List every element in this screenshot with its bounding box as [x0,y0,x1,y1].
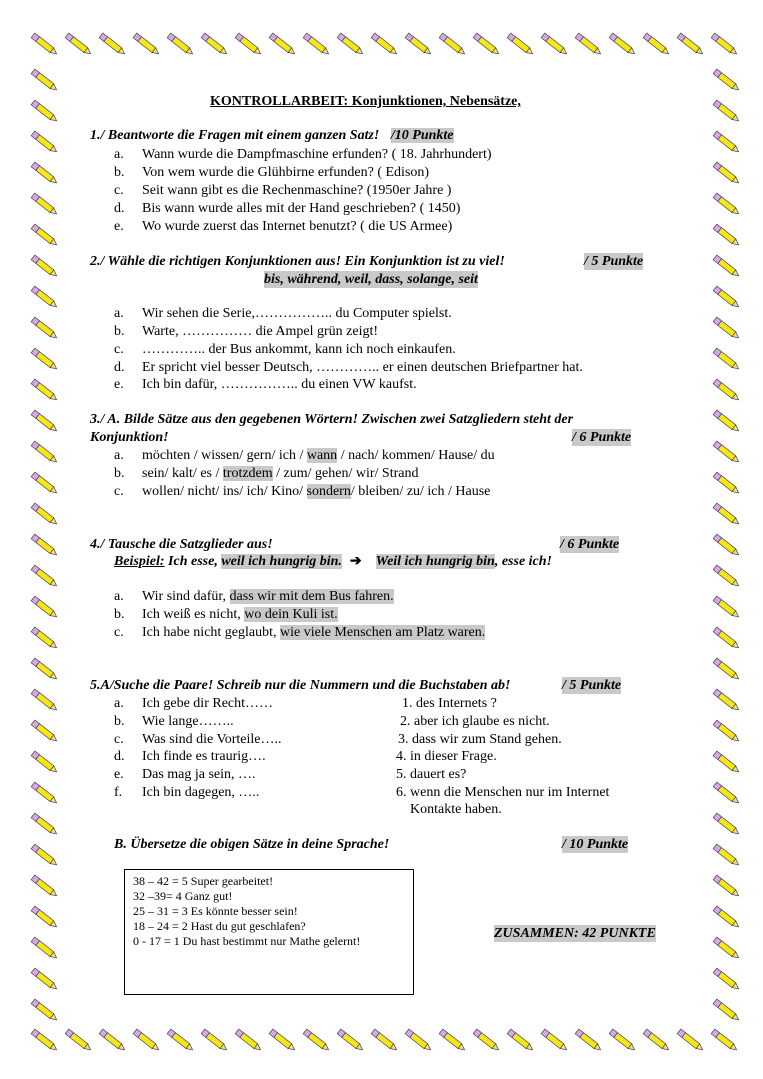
list-item: Was sind die Vorteile….. [142,732,282,747]
list-item: Ich gebe dir Recht…… [142,696,274,711]
pencil-icon [713,472,740,495]
list-item [142,606,338,623]
pencil-icon [713,627,740,650]
list-item: Das mag ja sein, …. [142,767,256,782]
highlighted-clause: wo dein Kuli ist. [244,607,338,622]
grading-scale-row: 18 – 24 = 2 Hast du gut geschlafen? [133,919,306,933]
pencil-icon [269,1029,296,1052]
pencil-icon [31,317,58,340]
pencil-icon [31,100,58,123]
pencil-icon [371,33,398,56]
pencil-icon [713,131,740,154]
highlighted-conjunction: sondern [306,484,351,499]
total-points: ZUSAMMEN: 42 PUNKTE [494,926,656,941]
pencil-icon [31,534,58,557]
list-item: Ich bin dagegen, ….. [142,785,260,800]
list-item: Von wem wurde die Glühbirne erfunden? ( Edison) [142,165,430,180]
section3-heading-line2: Konjunktion! [90,430,169,445]
pencil-icon [167,33,194,56]
list-item [142,447,495,464]
list-item-continuation: Kontakte haben. [410,802,502,817]
list-marker: d. [114,201,125,216]
grading-scale-row: 0 - 17 = 1 Du hast bestimmt nur Mathe gelernt! [133,934,361,948]
pencil-icon [31,999,58,1022]
pencil-icon [65,33,92,56]
section1-points: /10 Punkte [390,128,454,143]
pencil-icon [31,596,58,619]
pencil-icon [713,844,740,867]
pencil-icon [31,906,58,929]
item-pre: Wir sind dafür, [142,589,230,604]
pencil-icon [31,968,58,991]
pencil-icon [99,33,126,56]
pencil-icon [713,348,740,371]
pencil-icon [713,689,740,712]
pencil-icon [473,1029,500,1052]
item-pre: sein/ kalt/ es / [142,466,223,481]
pencil-icon [711,33,738,56]
example-part1: Ich esse, [164,554,222,569]
pencil-icon [713,224,740,247]
pencil-icon [31,720,58,743]
pencil-icon [31,162,58,185]
pencil-icon [31,348,58,371]
example-clause-moved: Weil ich hungrig bin [375,554,495,569]
example-part4: , esse ich! [494,554,552,569]
section5-heading: 5.A/Suche die Paare! Schreib nur die Nummern und die Buchstaben ab! [90,678,511,693]
list-item: Warte, …………… die Ampel grün zeigt! [142,324,379,339]
section3-points: / 6 Punkte [572,430,632,445]
pencil-icon [31,782,58,805]
pencil-icon [439,33,466,56]
list-marker: b. [114,607,125,622]
list-item: Seit wann gibt es die Rechenmaschine? (1950er Jahre ) [142,183,452,198]
pencil-icon [713,193,740,216]
pencil-icon [713,255,740,278]
list-item: Bis wann wurde alles mit der Hand geschrieben? ( 1450) [142,201,461,216]
list-item: Wann wurde die Dampfmaschine erfunden? ( 18. Jahrhundert) [142,147,492,162]
list-marker: c. [114,625,124,640]
highlighted-conjunction: trotzdem [222,466,273,481]
pencil-icon [643,1029,670,1052]
highlighted-conjunction: wann [306,448,338,463]
pencil-icon [713,286,740,309]
grading-scale-row: 32 –39= 4 Ganz gut! [133,889,233,903]
pencil-icon [31,813,58,836]
list-marker: e. [114,767,124,782]
list-marker: c. [114,342,124,357]
grading-scale-box [124,869,414,995]
pencil-icon [31,193,58,216]
list-item: Wir sehen die Serie,…………….. du Computer spielst. [142,306,452,321]
pencil-icon [133,1029,160,1052]
pencil-icon [31,844,58,867]
pencil-icon [643,33,670,56]
pencil-icon [337,33,364,56]
section2-wordbank: bis, während, weil, dass, solange, seit [264,272,478,287]
pencil-icon [713,441,740,464]
pencil-icon [371,1029,398,1052]
highlighted-clause: dass wir mit dem Bus fahren. [229,589,394,604]
pencil-icon [31,69,58,92]
list-item [142,624,485,641]
pencil-icon [201,1029,228,1052]
pencil-icon [405,1029,432,1052]
pencil-icon [713,162,740,185]
pencil-icon [677,1029,704,1052]
section3-heading-line1: 3./ A. Bilde Sätze aus den gegebenen Wörtern! Zwischen zwei Satzgliedern steht der [90,412,574,427]
list-item: Ich bin dafür, …………….. du einen VW kaufst. [142,377,417,392]
pencil-icon [713,751,740,774]
list-marker: c. [114,484,124,499]
pencil-icon [713,813,740,836]
pencil-icon [507,1029,534,1052]
list-marker: a. [114,306,124,321]
section4-heading: 4./ Tausche die Satzglieder aus! [90,537,273,552]
list-marker: d. [114,360,125,375]
pencil-icon [31,627,58,650]
pencil-icon [31,1029,58,1052]
list-marker: c. [114,732,124,747]
pencil-icon [713,937,740,960]
grading-scale-row: 38 – 42 = 5 Super gearbeitet! [133,874,274,888]
pencil-icon [337,1029,364,1052]
list-marker: a. [114,696,124,711]
example-clause: weil ich hungrig bin. [221,554,342,569]
pencil-icon [713,782,740,805]
section4-example [114,553,552,570]
pencil-icon [713,503,740,526]
pencil-icon [713,534,740,557]
list-item: 5. dauert es? [396,767,467,782]
list-marker: a. [114,448,124,463]
list-item: 6. wenn die Menschen nur im Internet [396,785,610,800]
list-item: Wo wurde zuerst das Internet benutzt? ( die US Armee) [142,219,453,234]
pencil-icon [439,1029,466,1052]
section2-heading: 2./ Wähle die richtigen Konjunktionen aus! Ein Konjunktion ist zu viel! [90,254,505,269]
pencil-icon [31,33,58,56]
pencil-icon [31,751,58,774]
item-post: / zum/ gehen/ wir/ Strand [272,466,419,481]
pencil-icon [713,875,740,898]
list-item [142,588,394,605]
pencil-icon [541,1029,568,1052]
pencil-icon [167,1029,194,1052]
pencil-icon [269,33,296,56]
pencil-icon [713,317,740,340]
highlighted-clause: wie viele Menschen am Platz waren. [280,625,486,640]
list-marker: b. [114,165,125,180]
arrow-icon: ➔ [349,554,362,569]
section2-points: / 5 Punkte [584,254,644,269]
pencil-icon [201,33,228,56]
list-item: 1. des Internets ? [402,696,497,711]
page-title: KONTROLLARBEIT: Konjunktionen, Nebensätze, [210,94,521,109]
pencil-icon [31,255,58,278]
pencil-icon [303,1029,330,1052]
pencil-icon [711,1029,738,1052]
list-item: ………….. der Bus ankommt, kann ich noch einkaufen. [142,342,456,357]
list-marker: c. [114,183,124,198]
pencil-icon [303,33,330,56]
pencil-icon [31,937,58,960]
item-pre: Ich habe nicht geglaubt, [142,625,281,640]
pencil-icon [713,596,740,619]
section1-heading-text: 1./ Beantworte die Fragen mit einem ganzen Satz! [90,128,380,143]
pencil-icon [713,410,740,433]
list-marker: b. [114,324,125,339]
list-item: Wie lange…….. [142,714,234,729]
pencil-icon [31,379,58,402]
pencil-icon [609,1029,636,1052]
pencil-icon [235,1029,262,1052]
pencil-icon [133,33,160,56]
section4-points: / 6 Punkte [560,537,620,552]
pencil-icon [575,33,602,56]
example-label: Beispiel: [114,554,165,569]
pencil-icon [405,33,432,56]
list-item: Ich finde es traurig…. [142,749,266,764]
pencil-icon [235,33,262,56]
pencil-icon [31,441,58,464]
list-marker: b. [114,466,125,481]
list-marker: b. [114,714,125,729]
list-item: 2. aber ich glaube es nicht. [400,714,550,729]
list-marker: f. [114,785,123,800]
pencil-icon [713,658,740,681]
pencil-icon [31,410,58,433]
pencil-icon [677,33,704,56]
pencil-icon [713,720,740,743]
pencil-icon [541,33,568,56]
pencil-icon [99,1029,126,1052]
pencil-icon [713,565,740,588]
item-pre: wollen/ nicht/ ins/ ich/ Kino/ [142,484,307,499]
section1-heading [90,127,454,144]
item-post: / nach/ kommen/ Hause/ du [337,448,495,463]
pencil-icon [31,658,58,681]
list-item: 3. dass wir zum Stand gehen. [398,732,562,747]
list-item: Er spricht viel besser Deutsch, ………….. er einen deutschen Briefpartner hat. [142,360,583,375]
pencil-icon [31,472,58,495]
list-marker: a. [114,147,124,162]
pencil-icon [31,565,58,588]
list-marker: d. [114,749,125,764]
section5b-points: / 10 Punkte [562,837,629,852]
pencil-icon [575,1029,602,1052]
list-item: 4. in dieser Frage. [396,749,497,764]
pencil-icon [31,286,58,309]
pencil-icon [713,999,740,1022]
pencil-icon [31,503,58,526]
pencil-icon [713,968,740,991]
pencil-icon [713,379,740,402]
list-marker: e. [114,219,124,234]
section5b-heading: B. Übersetze die obigen Sätze in deine Sprache! [114,837,390,852]
list-marker: e. [114,377,124,392]
pencil-icon [609,33,636,56]
item-pre: möchten / wissen/ gern/ ich / [142,448,307,463]
pencil-icon [713,69,740,92]
pencil-icon [31,875,58,898]
item-post: / bleiben/ zu/ ich / Hause [350,484,491,499]
item-pre: Ich weiß es nicht, [142,607,245,622]
pencil-icon [31,689,58,712]
list-marker: a. [114,589,124,604]
pencil-icon [65,1029,92,1052]
pencil-icon [713,906,740,929]
pencil-icon [31,224,58,247]
pencil-icon [31,131,58,154]
pencil-icon [507,33,534,56]
list-item [142,465,418,482]
list-item [142,483,490,500]
pencil-icon [713,100,740,123]
pencil-icon [473,33,500,56]
section5-points: / 5 Punkte [562,678,622,693]
grading-scale-row: 25 – 31 = 3 Es könnte besser sein! [133,904,298,918]
